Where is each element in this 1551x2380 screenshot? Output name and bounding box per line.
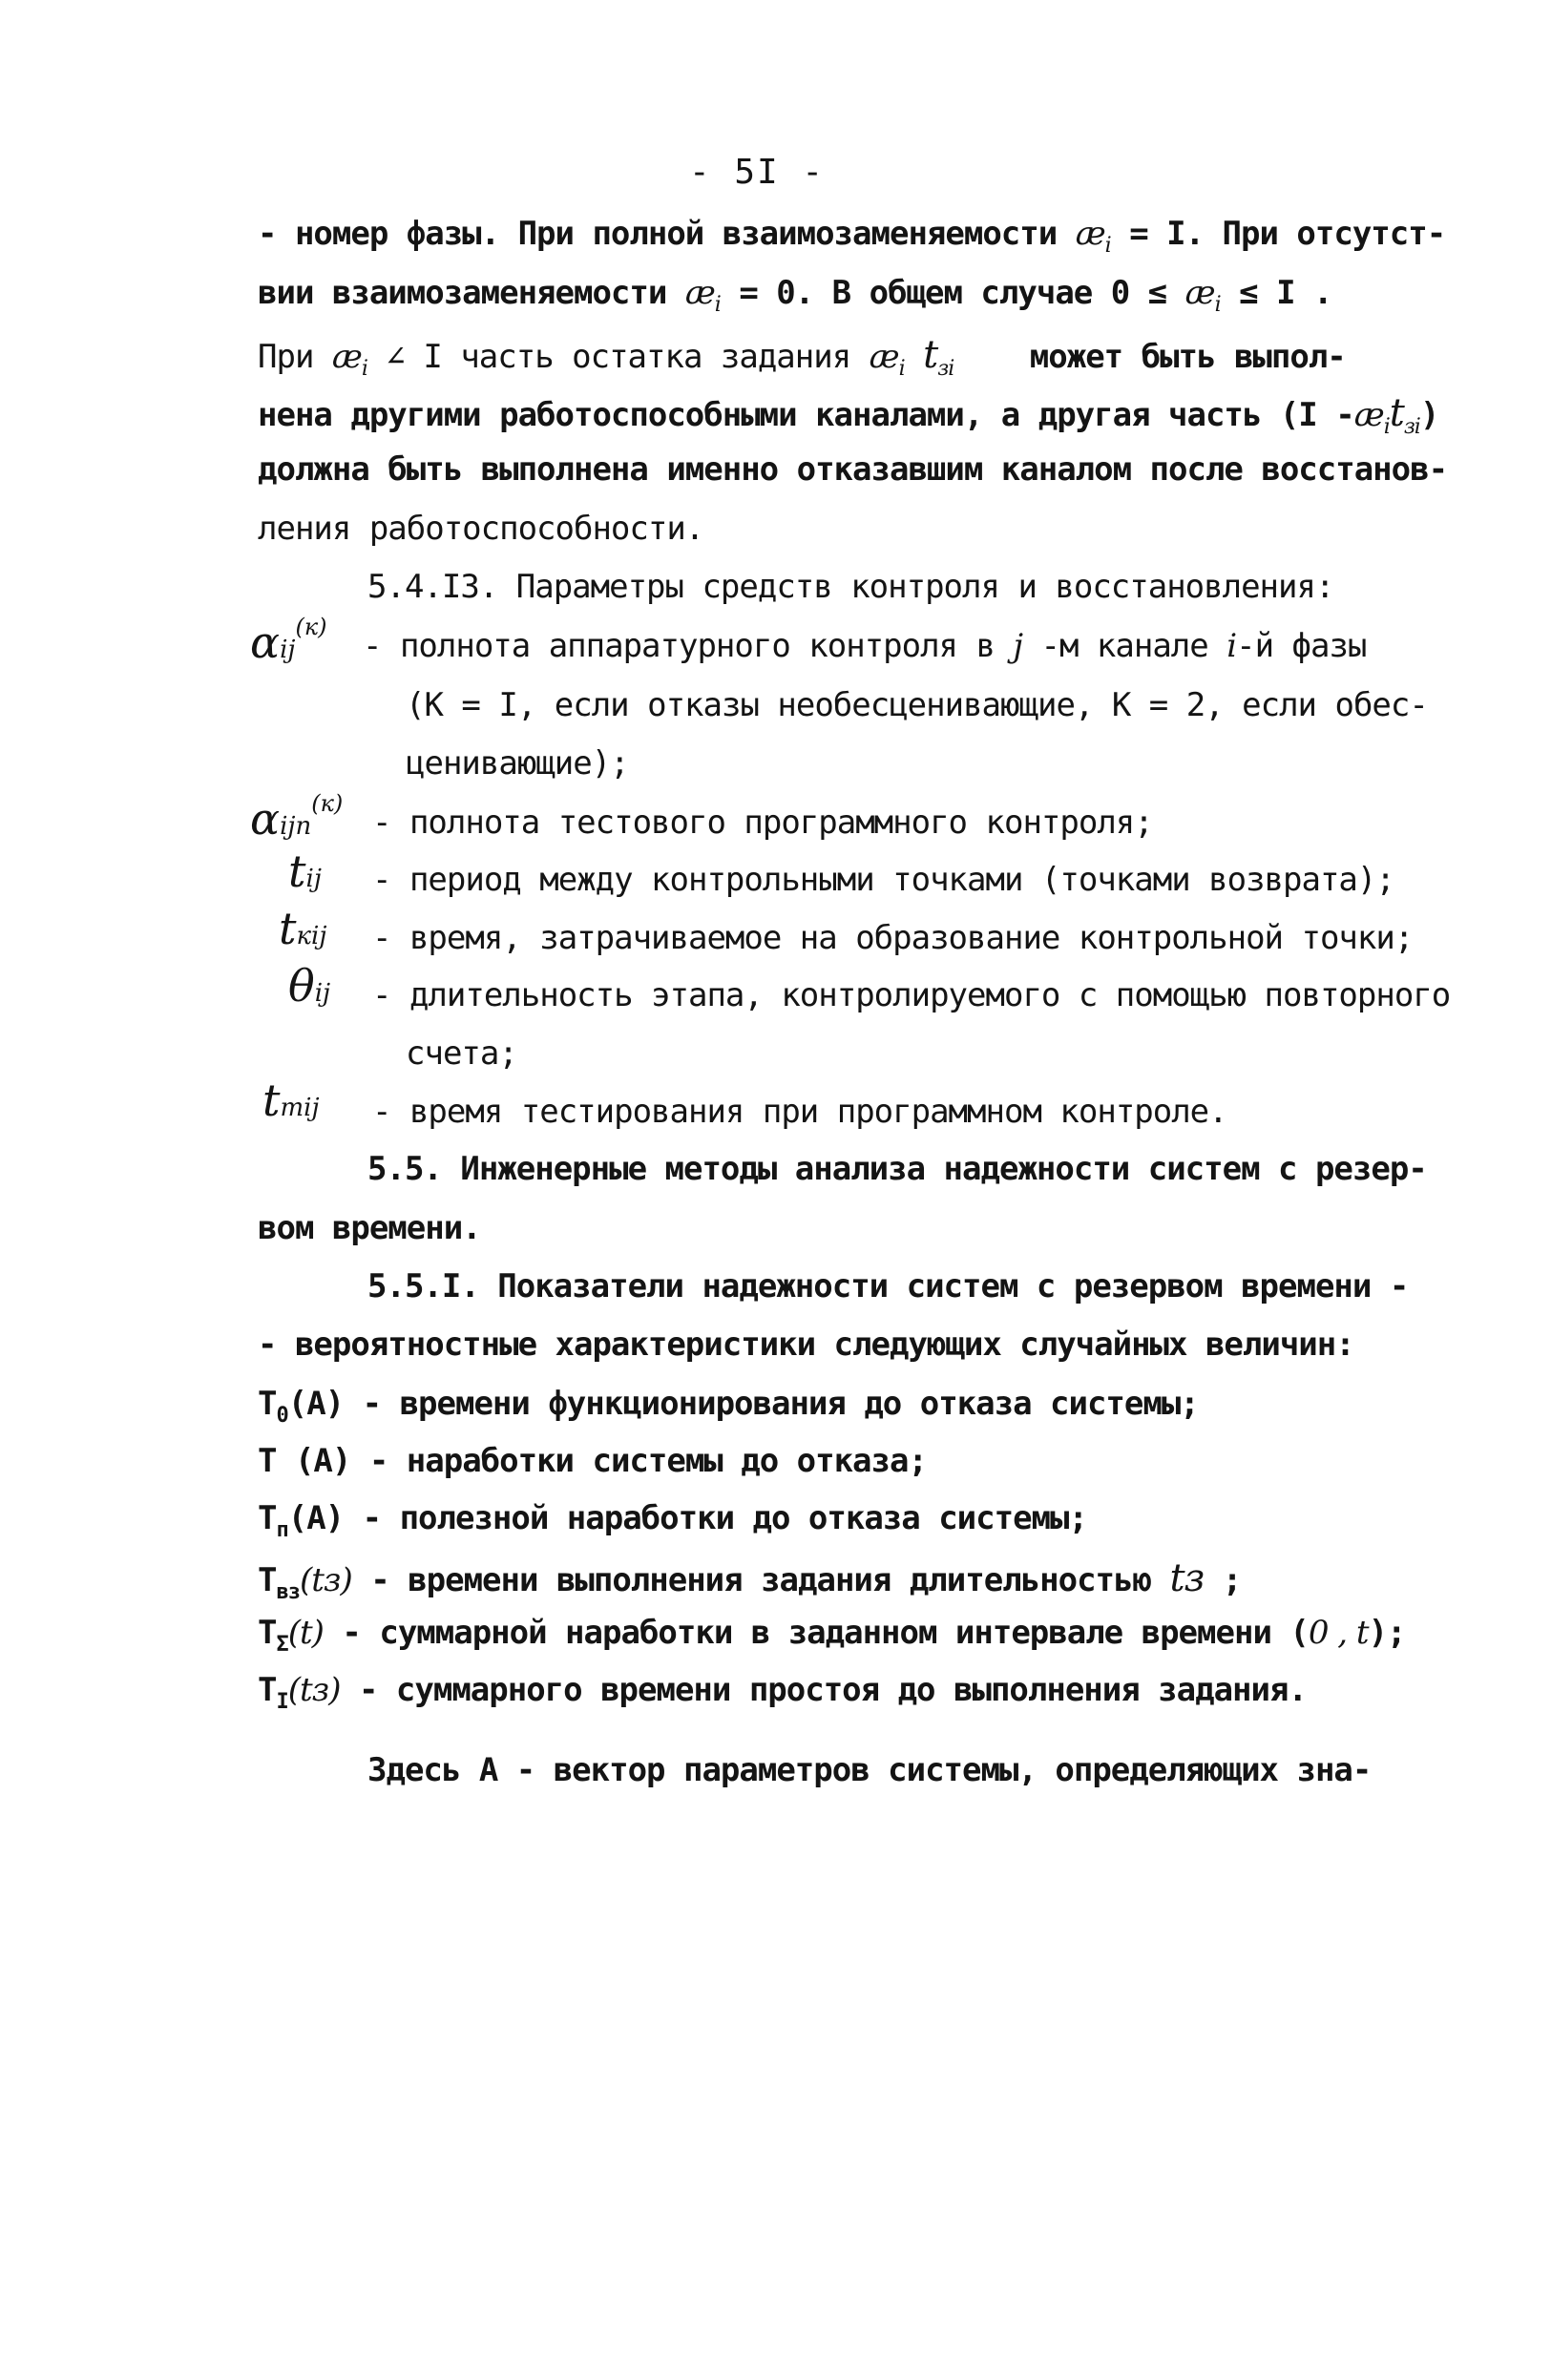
def-checkpoint-period: - период между контрольными точками (точками возврата); <box>372 861 1394 899</box>
symbol-tz: tз <box>1169 1556 1205 1600</box>
semicolon: ; <box>1222 1561 1242 1599</box>
text-line-20: - вероятностные характеристики следующих случайных величин: <box>258 1326 1354 1364</box>
subscript: i <box>1383 415 1390 439</box>
symbol-less-than: ∠ <box>386 338 405 376</box>
symbol-ae: æ <box>1075 215 1105 253</box>
text-segment: - полнота аппаратурного контроля в <box>363 627 995 665</box>
symbol-alpha-ij-k <box>250 614 327 668</box>
arg: (tз) <box>287 1671 341 1709</box>
text-line-2 <box>258 274 1332 317</box>
def-TI <box>258 1671 1307 1714</box>
alpha-letter: α <box>250 793 281 845</box>
def-stage-duration: - длительность этапа, контролируемого с помощью повторного <box>372 976 1451 1014</box>
subscript: 0 <box>276 1404 288 1428</box>
subscript: кij <box>296 922 327 950</box>
def-hardware-control-cont: (К = I, если отказы необесценивающие, К = 2, если обес- <box>406 686 1428 724</box>
text-line-4 <box>258 391 1439 439</box>
subscript: Σ <box>276 1633 288 1657</box>
text-segment: - суммарной наработки в заданном интервале времени ( <box>342 1614 1309 1652</box>
text-segment: вии взаимозаменяемости <box>258 274 667 312</box>
subscript: зi <box>1403 415 1420 439</box>
def-Tp <box>258 1499 1087 1542</box>
symbol-alpha-ijn-k <box>250 790 344 845</box>
subscript: I <box>276 1690 288 1714</box>
page-number: - 5I - <box>689 153 826 192</box>
subscript: i <box>898 357 905 381</box>
subscript: i <box>1214 293 1221 317</box>
close: ); <box>1368 1614 1406 1652</box>
text-line-5: должна быть выполнена именно отказавшим каналом после восстанов- <box>258 450 1448 489</box>
def-stage-duration-cont: счета; <box>406 1034 517 1073</box>
def-hardware-control <box>363 627 1367 665</box>
subscript: ij <box>314 979 331 1008</box>
def-test-time: - время тестирования при программном контроле. <box>372 1093 1227 1131</box>
arg: (tз) <box>299 1561 352 1599</box>
subsection-heading-5-5-1: 5.5.I. Показатели надежности систем с резервом времени - <box>367 1267 1409 1305</box>
alpha-letter: α <box>250 616 281 668</box>
def-checkpoint-time: - время, затрачиваемое на образование контрольной точки; <box>372 919 1414 957</box>
text-segment: -м канале <box>1040 627 1208 665</box>
text-segment: - полезной наработки до отказа системы; <box>362 1499 1087 1537</box>
T-letter: T <box>258 1499 277 1537</box>
text-line-3 <box>258 333 1346 381</box>
arg: (A) <box>287 1499 345 1537</box>
section-heading-5-5-cont: вом времени. <box>258 1209 481 1247</box>
section-heading-5-5: 5.5. Инженерные методы анализа надежности систем с резер- <box>367 1150 1427 1188</box>
text-line-1 <box>258 215 1446 258</box>
t-letter: t <box>262 1075 281 1126</box>
subsection-heading-5-4-13: 5.4.I3. Параметры средств контроля и восстановления: <box>367 568 1334 606</box>
subscript: i <box>361 357 367 381</box>
symbol-theta-ij <box>288 960 331 1012</box>
text-segment: = I. При отсутст- <box>1129 215 1446 253</box>
t-letter: t <box>279 903 297 954</box>
symbol-j: j <box>1013 627 1023 665</box>
text-segment: - времени функционирования до отказа системы; <box>362 1385 1199 1423</box>
T-letter: T <box>258 1561 277 1599</box>
text-segment: - времени выполнения задания длительностью <box>370 1561 1151 1599</box>
interval: 0 , t <box>1308 1614 1369 1652</box>
text-segment: = 0. В общем случае 0 ≤ <box>739 274 1167 312</box>
symbol-i: i <box>1226 627 1237 665</box>
symbol-t: t <box>1389 391 1404 435</box>
subscript: вз <box>276 1580 300 1604</box>
text-line-6: ления работоспособности. <box>258 510 704 548</box>
symbol-ae: æ <box>1184 274 1215 312</box>
text-segment: нена другими работоспособными каналами, а другая часть (I - <box>258 396 1354 434</box>
text-segment: - номер фазы. При полной взаимозаменяемости <box>258 215 1058 253</box>
subscript: тij <box>280 1094 320 1122</box>
def-T0 <box>258 1385 1199 1428</box>
def-hardware-control-cont-2: ценивающие); <box>406 744 629 783</box>
T-letter: T <box>258 1671 277 1709</box>
text-segment: При <box>258 338 314 376</box>
theta-letter: θ <box>288 960 315 1012</box>
symbol-ae: æ <box>331 338 362 376</box>
T-letter: T <box>258 1385 277 1423</box>
def-T <box>258 1442 927 1480</box>
symbol-t-tij <box>262 1075 320 1126</box>
subscript: i <box>714 293 721 317</box>
def-Tvz <box>258 1556 1242 1604</box>
def-Tsigma <box>258 1614 1406 1657</box>
superscript: (к) <box>295 614 327 640</box>
superscript: (к) <box>311 790 344 817</box>
text-segment: I часть остатка задания <box>423 338 851 376</box>
subscript: ijп <box>280 812 312 841</box>
subscript: ij <box>280 636 296 664</box>
symbol-ae: æ <box>1353 396 1384 434</box>
arg: (A) <box>287 1385 345 1423</box>
t-letter: t <box>288 846 306 897</box>
text-segment: - наработки системы до отказа; <box>368 1442 927 1480</box>
text-segment: может быть выпол- <box>1029 338 1346 376</box>
symbol-t: t <box>923 333 938 377</box>
T-letter: T (A) <box>258 1442 351 1480</box>
arg: (t) <box>287 1614 324 1652</box>
symbol-ae: æ <box>869 338 899 376</box>
text-segment: - суммарного времени простоя до выполнения задания. <box>358 1671 1307 1709</box>
symbol-t-kij <box>279 903 327 954</box>
symbol-t-ij <box>288 846 322 897</box>
close-paren: ) <box>1419 396 1439 434</box>
text-segment: ≤ I . <box>1239 274 1332 312</box>
T-letter: T <box>258 1614 277 1652</box>
text-line-27: Здесь А - вектор параметров системы, определяющих зна- <box>367 1751 1372 1789</box>
def-test-control: - полнота тестового программного контроля; <box>372 804 1153 842</box>
subscript: зi <box>937 357 954 381</box>
text-segment: -й фазы <box>1236 627 1367 665</box>
subscript: п <box>276 1518 288 1542</box>
symbol-ae: æ <box>684 274 715 312</box>
subscript: i <box>1104 234 1111 258</box>
subscript: ij <box>305 865 322 893</box>
